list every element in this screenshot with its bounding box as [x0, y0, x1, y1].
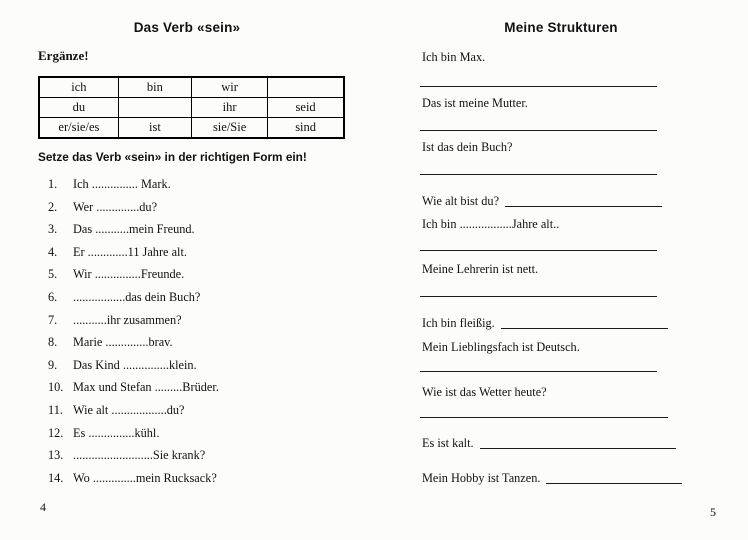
exercise-item: [48, 218, 358, 241]
item-number: 3.: [48, 222, 58, 237]
table-row: [39, 98, 344, 118]
table-cell: seid: [268, 98, 344, 118]
table-cell: ist: [118, 118, 191, 139]
item-text: Wie alt ..................du?: [73, 402, 185, 417]
page-number-right: 5: [710, 505, 716, 519]
answer-line: [420, 86, 657, 87]
item-text: Das Kind ...............klein.: [73, 357, 197, 372]
sentence-with-blank: [422, 471, 682, 486]
sentence: Mein Hobby ist Tanzen.: [422, 471, 541, 485]
answer-line: [420, 250, 657, 251]
exercise-list: [48, 173, 358, 489]
answer-line: [501, 328, 668, 329]
table-cell-blank: [268, 77, 344, 98]
sentence: Meine Lehrerin ist nett.: [422, 262, 539, 276]
sentence: Es ist kalt.: [422, 436, 474, 450]
sentence: Mein Lieblingsfach ist Deutsch.: [422, 340, 580, 354]
right-page: [374, 0, 748, 540]
exercise-item: [48, 467, 358, 490]
item-number: 7.: [48, 312, 58, 327]
item-text: Wo ..............mein Rucksack?: [73, 470, 217, 485]
answer-line: [480, 448, 676, 449]
table-cell: er/sie/es: [39, 118, 118, 139]
exercise-item: [48, 376, 358, 399]
item-number: 4.: [48, 244, 58, 259]
sentence: Ich bin fleißig.: [422, 316, 495, 330]
exercise-item: [48, 196, 358, 219]
item-text: Wir ...............Freunde.: [73, 267, 185, 282]
erganze-instruction: Ergänze!: [38, 48, 89, 63]
exercise-item: [48, 241, 358, 264]
item-text: Marie ..............brav.: [73, 335, 173, 350]
item-text: Das ...........mein Freund.: [73, 222, 195, 237]
left-page-title: Das Verb «sein»: [133, 20, 241, 35]
item-number: 2.: [48, 199, 58, 214]
item-number: 5.: [48, 267, 58, 282]
table-cell: bin: [118, 77, 191, 98]
exercise-item: [48, 422, 358, 445]
table-cell: wir: [191, 77, 267, 98]
item-text: ..........................Sie krank?: [73, 448, 206, 463]
right-page-title: Meine Strukturen: [504, 20, 618, 35]
table-cell: sind: [268, 118, 344, 139]
sentence: Wie ist das Wetter heute?: [422, 385, 547, 399]
item-number: 11.: [48, 402, 63, 417]
answer-line: [420, 130, 657, 131]
item-text: .................das dein Buch?: [73, 289, 201, 304]
table-cell-blank: [118, 98, 191, 118]
exercise-item: [48, 263, 358, 286]
answer-line: [420, 174, 657, 175]
item-text: ...........ihr zusammen?: [73, 312, 182, 327]
sentence: Wie alt bist du?: [422, 194, 500, 208]
exercise-item: [48, 399, 358, 422]
item-number: 9.: [48, 357, 58, 372]
item-text: Wer ..............du?: [73, 199, 158, 214]
sentence-with-blank: [422, 194, 662, 209]
item-text: Er .............11 Jahre alt.: [73, 244, 187, 259]
exercise-item: [48, 309, 358, 332]
item-number: 6.: [48, 289, 58, 304]
table-cell: ich: [39, 77, 118, 98]
table-cell: ihr: [191, 98, 267, 118]
table-row: [39, 77, 344, 98]
item-number: 10.: [48, 380, 64, 395]
table-cell: du: [39, 98, 118, 118]
sentence: Ich bin .................Jahre alt..: [422, 217, 560, 231]
exercise-item: [48, 173, 358, 196]
item-number: 12.: [48, 425, 64, 440]
item-text: Es ...............kühl.: [73, 425, 160, 440]
item-number: 13.: [48, 448, 64, 463]
item-number: 14.: [48, 470, 64, 485]
item-number: 8.: [48, 335, 58, 350]
item-text: Max und Stefan .........Brüder.: [73, 380, 219, 395]
exercise-item: [48, 354, 358, 377]
answer-line: [505, 206, 662, 207]
table-cell: sie/Sie: [191, 118, 267, 139]
table-row: [39, 118, 344, 139]
item-number: 1.: [48, 177, 58, 191]
sein-conjugation-table: [38, 76, 345, 139]
sentence: Das ist meine Mutter.: [422, 96, 528, 110]
answer-line: [546, 483, 682, 484]
sentence: Ich bin Max.: [422, 50, 486, 64]
sentence: Ist das dein Buch?: [422, 140, 513, 154]
exercise-heading: Setze das Verb «sein» in der richtigen Form ein!: [38, 150, 307, 164]
sentence-with-blank: [422, 316, 668, 331]
exercise-item: [48, 331, 358, 354]
sentence-with-blank: [422, 436, 676, 451]
exercise-item: [48, 286, 358, 309]
exercise-item: [48, 444, 358, 467]
item-text: Ich ............... Mark.: [73, 177, 171, 191]
answer-line: [420, 417, 668, 418]
page-number-left: 4: [40, 500, 46, 514]
answer-line: [420, 371, 657, 372]
answer-line: [420, 296, 657, 297]
